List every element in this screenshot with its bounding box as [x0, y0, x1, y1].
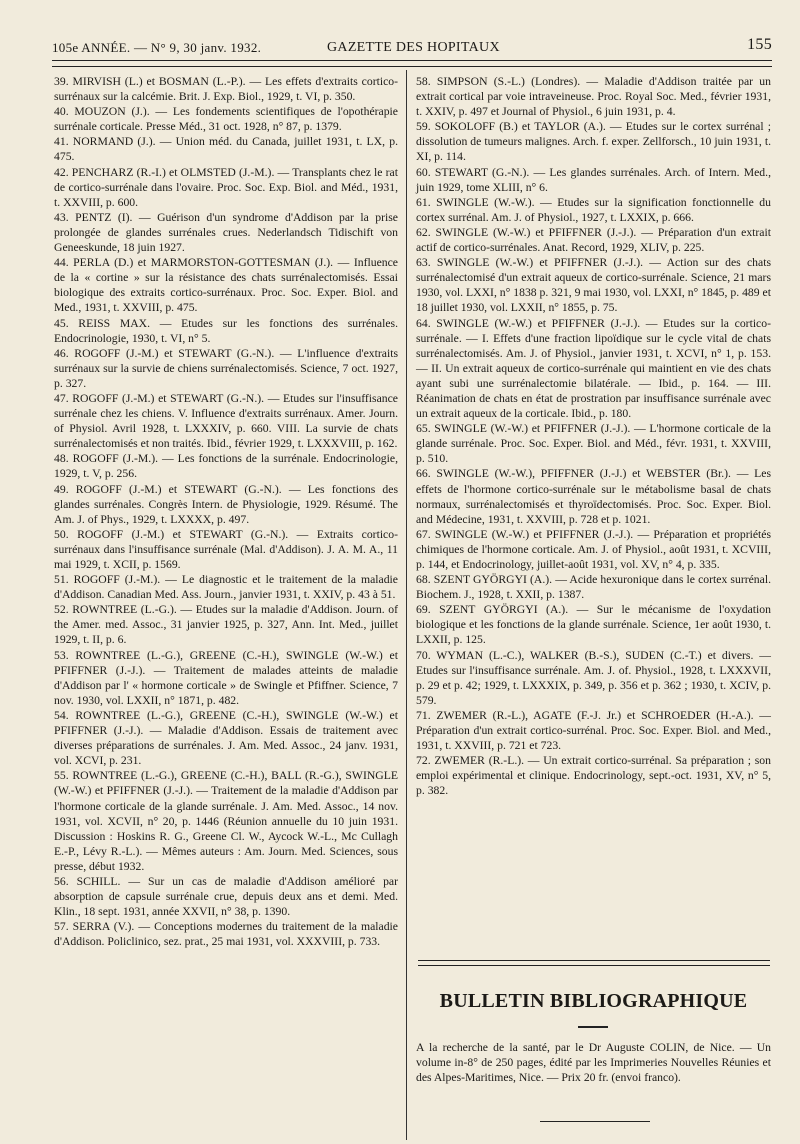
reference-entry: 71. ZWEMER (R.-L.), AGATE (F.-J. Jr.) et SCHROEDER (H.-A.). — Préparation d'un extrait cortico-surrénal. Proc. Soc. Exper. Biol. and Med., 1931, t. XXVIII, p. 721 et 723.	[416, 708, 771, 753]
reference-entry: 44. PERLA (D.) et MARMORSTON-GOTTESMAN (J.). — Influence de la « cortine » sur la résistance des chats surrénalectomisés. Essai biologique des extraits cortico-surrénaux. Proc. Soc. Exper. Biol. and Med., 1931, t. XXVIII, p. 475.	[54, 256, 398, 315]
reference-entry: 72. ZWEMER (R.-L.). — Un extrait cortico-surrénal. Sa préparation ; son emploi expérimental et clinique. Endocrinology, sept.-oct. 1931, XV, n° 5, p. 382.	[416, 754, 771, 798]
reference-entry: 45. REISS MAX. — Etudes sur les fonctions des surrénales. Endocrinologie, 1930, t. VI, n° 5.	[54, 316, 398, 345]
reference-entry: 61. SWINGLE (W.-W.). — Etudes sur la signification fonctionnelle du cortex surrénal. Am. J. of Physiol., 1927, t. LXXIX, p. 666.	[416, 195, 771, 224]
left-column	[54, 74, 398, 949]
reference-entry: 63. SWINGLE (W.-W.) et PFIFFNER (J.-J.). — Action sur des chats surrénalectomisé d'un extrait aqueux de cortico-surrénale. Science, 21 mars 1930, vol. LXXI, n° 1838 p. 321, 9 mai 1930, vol. LXXI, n° 1845, p. 489 et 18 juillet 1930, vol. LXXII, n° 1855, p. 75.	[416, 256, 771, 315]
issue-info: 105e ANNÉE. — N° 9, 30 janv. 1932.	[52, 40, 262, 55]
reference-entry: 42. PENCHARZ (R.-I.) et OLMSTED (J.-M.). — Transplants chez le rat de cortico-surrénale dans l'ovaire. Proc. Soc. Exp. Biol. and Méd., 1931, t. XXVIII, p. 600.	[54, 165, 398, 209]
reference-entry: 52. ROWNTREE (L.-G.). — Etudes sur la maladie d'Addison. Journ. of the Amer. med. Assoc., 31 janvier 1925, p. 327, Ann. Int. Med., juillet 1929, t. II, p. 6.	[54, 603, 398, 647]
reference-entry: 57. SERRA (V.). — Conceptions modernes du traitement de la maladie d'Addison. Policlinico, sez. prat., 25 mai 1931, vol. XXXVIII, p. 733.	[54, 920, 398, 949]
bulletin-title: BULLETIN BIBLIOGRAPHIQUE	[439, 990, 748, 1012]
reference-entry: 40. MOUZON (J.). — Les fondements scientifiques de l'opothérapie surrénale corticale. Presse Méd., 31 oct. 1928, n° 87, p. 1379.	[54, 105, 398, 134]
reference-entry: 64. SWINGLE (W.-W.) et PFIFFNER (J.-J.). — Etudes sur la cortico-surrénale. — I. Effets d'une fraction lipoïdique sur le cycle vital de chats surrénalectomisés. Am. J. of Physiol., janvier 1931, t. XCVI, n° 1, p. 153. — II. Un extrait aqueux de cortico-surrénale qui maintient en vie des chats ayant subi une surrénalectomie bilatérale. — Ibid., p. 164. — III. Réanimation de chats en état de prostration par insuffisance surrénale avec un extrait aqueux de la corticale. Ibid., p. 180.	[416, 316, 771, 421]
header-rule	[52, 60, 772, 67]
reference-entry: 48. ROGOFF (J.-M.). — Les fonctions de la surrénale. Endocrinologie, 1929, t. V, p. 256.	[54, 452, 398, 481]
reference-entry: 41. NORMAND (J.). — Union méd. du Canada, juillet 1931, t. LX, p. 475.	[54, 135, 398, 164]
reference-entry: 50. ROGOFF (J.-M.) et STEWART (G.-N.). — Extraits cortico-surrénaux dans l'insuffisance surrénale (Mal. d'Addison). J. A. M. A., 11 mai 1929, t. XCII, p. 1569.	[54, 527, 398, 571]
reference-entry: 65. SWINGLE (W.-W.) et PFIFFNER (J.-J.). — L'hormone corticale de la glande surrénale. Proc. Soc. Exper. Biol. and Méd., févr. 1931, t. XXVIII, p. 510.	[416, 422, 771, 466]
end-rule	[540, 1121, 650, 1122]
reference-entry: 51. ROGOFF (J.-M.). — Le diagnostic et le traitement de la maladie d'Addison. Canadian Med. Ass. Journ., janvier 1931, t. XXIV, p. 43 à 51.	[54, 573, 398, 602]
right-column	[416, 74, 771, 799]
reference-entry: 46. ROGOFF (J.-M.) et STEWART (G.-N.). — L'influence d'extraits surrénaux sur la survie de chiens surrénalectomisés. Science, 7 oct. 1927, p. 327.	[54, 346, 398, 390]
reference-entry: 53. ROWNTREE (L.-G.), GREENE (C.-H.), SWINGLE (W.-W.) et PFIFFNER (J.-J.). — Traitement de malades atteints de maladie d'Addison par l' « hormone corticale » de Swingle et Pfiffner. Science, 7 nov. 1930, vol. LXXII, n° 1871, p. 482.	[54, 648, 398, 707]
reference-entry: 60. STEWART (G.-N.). — Les glandes surrénales. Arch. of Intern. Med., juin 1929, tome XLIII, n° 6.	[416, 165, 771, 194]
reference-entry: 39. MIRVISH (L.) et BOSMAN (L.-P.). — Les effets d'extraits cortico-surrénaux sur la calcémie. Brit. J. Exp. Biol., 1929, t. VI, p. 350.	[54, 75, 398, 104]
reference-entry: 55. ROWNTREE (L.-G.), GREENE (C.-H.), BALL (R.-G.), SWINGLE (W.-W.) et PFIFFNER (J.-J.). — Traitement de la maladie d'Addison par l'hormone corticale de la glande surrénale. J. Am. Med. Assoc., 14 nov. 1931, vol. XCVII, n° 20, p. 1446 (Réunion annuelle du 10 juin 1931. Discussion : Hoskins R. G., Greene Cl. W., Aycock W.-L., Mc Cullagh E.-P., Lévy R.-L.). — Mêmes auteurs : Am. Journ. Med. Sciences, sous presse, début 1932.	[54, 769, 398, 873]
reference-entry: 68. SZENT GYÖRGYI (A.). — Acide hexuronique dans le cortex surrénal. Biochem. J., 1928, t. XXII, p. 1387.	[416, 573, 771, 602]
bulletin-dash	[578, 1026, 608, 1028]
reference-entry: 49. ROGOFF (J.-M.) et STEWART (G.-N.). — Les fonctions des glandes surrénales. Congrès Intern. de Physiologie, 1929. Résumé. The Am. J. of Phys., 1929, t. LXXXX, p. 497.	[54, 482, 398, 526]
reference-entry: 43. PENTZ (I). — Guérison d'un syndrome d'Addison par la prise prolongée de glandes surrénales crues. Nederlandsch Tidischift von Geneeskunde, 18 juin 1927.	[54, 210, 398, 255]
reference-entry: 58. SIMPSON (S.-L.) (Londres). — Maladie d'Addison traitée par un extrait cortical par voie intraveineuse. Proc. Royal Soc. Med., février 1931, t. XXIV, p. 497 et Journal of Physiol., 6 juin 1931, p. 4.	[416, 75, 771, 119]
reference-entry: 47. ROGOFF (J.-M.) et STEWART (G.-N.). — Etudes sur l'insuffisance surrénale chez les chiens. V. Influence d'extraits surrénaux. Amer. Journ. of Physiol. Avril 1928, t. LXXXIV, p. 660. VIII. La survie de chats surrénalectomisés et non traités. Ibid., février 1929, t. LXXXVIII, p. 162.	[54, 391, 398, 451]
reference-entry: 56. SCHILL. — Sur un cas de maladie d'Addison amélioré par absorption de capsule surrénale crue, depuis deux ans et demi. Med. Klin., 18 sept. 1931, année XXVII, n° 38, p. 1390.	[54, 874, 398, 919]
bulletin-text: A la recherche de la santé, par le Dr Auguste COLIN, de Nice. — Un volume in-8° de 250 pages, édité par les Imprimeries Nouvelles Réunies et des Alpes-Maritimes, Nice. — Prix 20 fr. (envoi franco).	[416, 1041, 771, 1085]
reference-entry: 54. ROWNTREE (L.-G.), GREENE (C.-H.), SWINGLE (W.-W.) et PFIFFNER (J.-J.). — Maladie d'Addison. Essais de traitement avec diverses préparations de surrénales. J. Am. Med. Assoc., 24 janv. 1931, vol. XCVI, p. 231.	[54, 708, 398, 768]
reference-entry: 59. SOKOLOFF (B.) et TAYLOR (A.). — Etudes sur le cortex surrénal ; dissolution de tumeurs malignes. Arch. f. exper. Zellforsch., 10 juin 1931, t. XI, p. 114.	[416, 120, 771, 164]
reference-entry: 66. SWINGLE (W.-W.), PFIFFNER (J.-J.) et WEBSTER (Br.). — Les effets de l'hormone cortico-surrénale sur le métabolisme basal de chats normaux, surrénalectomisés et thyroïdectomisés. Proc. Soc. Exper. Biol. and Médecine, 1931, t. XXVIII, p. 728 et p. 1021.	[416, 467, 771, 526]
page-header	[52, 34, 772, 60]
bulletin-rule	[418, 960, 770, 966]
reference-entry: 67. SWINGLE (W.-W.) et PFIFFNER (J.-J.). — Préparation et propriétés chimiques de l'hormone corticale. Am. J. of Physiol., août 1931, t. XCVIII, p. 144, et Endocrinology, juillet-août 1931, vol. XV, n° 4, p. 335.	[416, 527, 771, 571]
column-divider	[406, 70, 407, 1140]
journal-title: GAZETTE DES HOPITAUX	[327, 40, 500, 55]
page-number: 155	[747, 36, 772, 53]
reference-entry: 62. SWINGLE (W.-W.) et PFIFFNER (J.-J.). — Préparation d'un extrait actif de cortico-surrénales. Anat. Record, 1929, XLIV, p. 225.	[416, 225, 771, 255]
reference-entry: 69. SZENT GYÖRGYI (A.). — Sur le mécanisme de l'oxydation biologique et les fonctions de la glande surrénale. Science, 1er août 1930, t. LXXII, p. 125.	[416, 603, 771, 647]
reference-entry: 70. WYMAN (L.-C.), WALKER (B.-S.), SUDEN (C.-T.) et divers. — Etudes sur l'insuffisance surrénale. Am. J. of. Physiol., 1928, t. LXXXVII, p. 29 et p. 42; 1929, t. LXXXIX, p. 349, p. 356 et p. 362 ; 1930, t. XCIV, p. 579.	[416, 648, 771, 707]
